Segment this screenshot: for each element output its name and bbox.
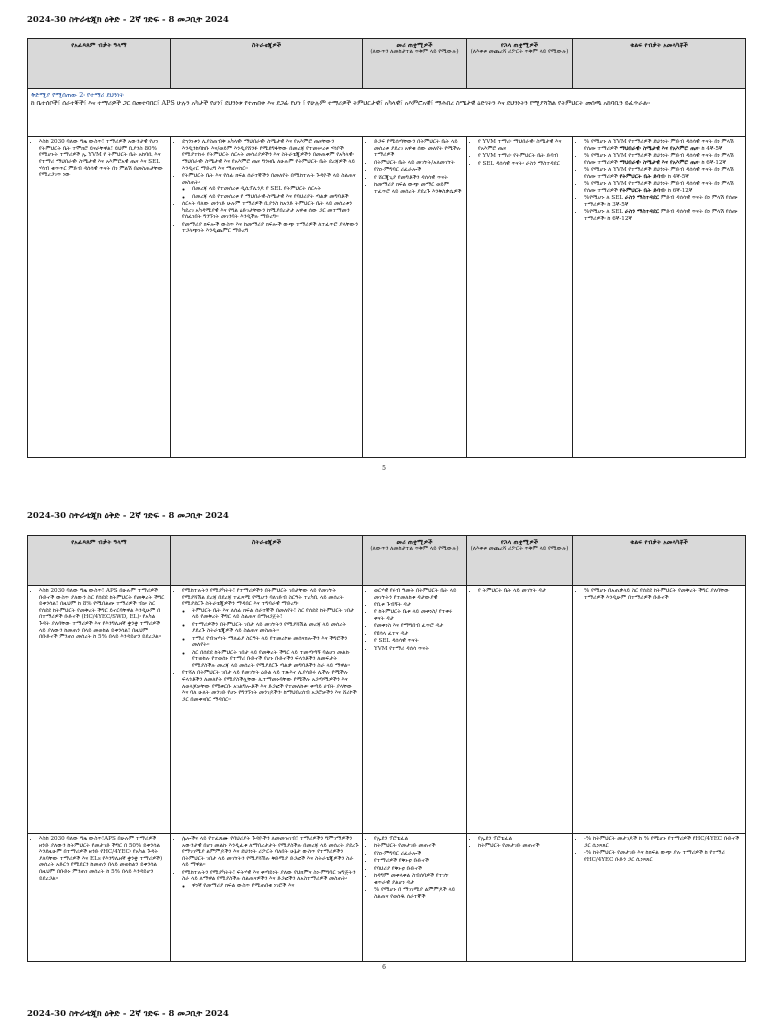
strategies-cell	[171, 586, 363, 834]
col-kpi-header: ቁልፍ የብቃት አመላካቾች	[573, 39, 746, 89]
kpi-item: • %የሚሆኑ ለ SEL ራስን ማስተዳደር ምድብ ዳሰሳዊ ጥናት በነ ምላሽ የሰጡ ተማሪዎች፡ ከ 6ኛ-12ኛ	[584, 209, 742, 222]
page-header: 2024-30 ስትራቴጂክ ዕቅድ - 2ኛ ገድፍ - 8 መጋቢት 2024	[27, 1009, 229, 1019]
lagging-item: • የ ትምህርት ቤት ላይ መገኘት ዳታ	[478, 588, 569, 595]
strategy-item: • ሌሎችና ላይ የተፈጸሙ የባህሪያት ጉዳዮችን ለመመዝገብ፣ ተማሪዎችን ግምገማዎችን አውንታዊ በሆነ መልኩ እንዲፈቱ ለማበረታታት የሚያስችሉ በመረጃ ላይ መሰረት ያደረጉ የማገገሚያ ልምምዶችን እና ደህንነት ሪፖርት ባለበት ሁኔታ ውስጥ የተማሪዎችን በትምህርት ገበታ ላይ መገኘትን የሚያሻሽሉ ቅድሚያ ድጋፎች እና ስትራቴጂዎችን ስራ ላይ ማዋል።	[182, 836, 359, 869]
strategy-item: • የመማሪያ ክፍሎች ውስጥ እና ከመማሪያ ክፍሎች ውጭ ተማሪዎች ለተፈጥሮ ያላቸውን ተጋላጭነት እንዲጨምር ማድረግ	[182, 222, 359, 235]
priority-text: ከ ቤተሰቦች፣ ሰራተኞች፣ እና ተማሪዎች ጋር በመተባበር፣ APS ሁሉን አካታች የሆነ፣ ደህንነቱ የተጠበቀ እና ደጋፊ የሆነ ፣ የሁሉም ተማሪዎች ትምህርታዊ፣ አካላዊ፣ አእምሮአዊ፣ ማሕበረ ስሜታዊ ዕድገትን እና ደህንነትን የሚያሻሽል የትምህርት መሰጫ አከባቢን ይፈጥራል።	[31, 99, 651, 108]
leading-item: • ከመማሪያ ክፍል ውጭ መማር ወይም ተፈጥሮ ላይ መሰረት ያደረጉ እንቅስቃሴዎች	[374, 182, 463, 195]
strategy-subitem: ◦ ትምህርት ቤት እና ለሰፊ ክፍል ሰራተኞች በመለየት፣ ስር የሰደደ ከትምህርት ገበታ ላይ የመቅረት ችግር ላይ ስልጠና በማዘጋጀት፣	[192, 608, 359, 621]
strategy-subitem: ◦ ተማሪ የብዝሃነት ማለፊያ ስርዓት ላይ የተመረኮዙ መሰናክሎችን እና ችግሮችን መለየት።	[192, 636, 359, 649]
priority-banner	[28, 89, 746, 137]
leading-indicators-cell	[363, 834, 467, 962]
kpi-item: • % የሚሆኑ ለ YVM የተማሪዎች ደህንነት ምድብ ዳሰሳዊ ጥናት በነ ምላሽ የሰጡ ተማሪዎች የትምህርት ቤት ድባብ፡ ከ 4ኛ-5ኛ	[584, 167, 742, 180]
col-lagging-header: የኋላ ጠቋሚዎች (ለእቀቱ መጨረሻ ሪፖርት ጥቅም ላይ የሚውሉ)	[467, 39, 573, 89]
goal-text: • እስከ 2030 ባለው ግዜ ውስጥ፣ APS በሁሉም ተማሪዎች ቡድኖች ውስጥ ያለውን ስር የሰደደ ከትምህርት የመቅረት ችግር ይቀንሳል፣ በዚህም ከ 8% የሚበልጡ ተማሪዎች ብቻ ስር የሰደደ ከትምህርት የመቅረት ችግር ይኖርባቸዋል እንዲሁም በ በተማሪዎች ቡድኖች (HC/4YEC/SWD, EL)፡ የአካል ጉዳት ያለባቸው ተማሪዎች እና የእንግሊዘኛ ቋንቋ ተማሪዎች ላይ ያለውን ከመጠን በላይ መወከል ይቀንሳል፣ በዚህም በቡድኖች ምንጠነ መሰረት ከ 5% በላይ እንዳይሆን ይደረጋል።	[39, 588, 167, 641]
col-goal-header: የአፈጻጸም ብቃት ዓላማ	[28, 536, 171, 586]
kpi-item: • -% ከትምህርት የመታገድ እና ከክፍል ውጭ ያሉ ተማሪዎች ከ የተማሪ የHC/4YEC ቡድን ጋር ሲነጻጸር	[584, 850, 742, 863]
col-lagging-header: የኋላ ጠቋሚዎች (ለእቀቱ መጨረሻ ሪፖርት ጥቅም ላይ የሚውሉ)	[467, 536, 573, 586]
leading-item: • YVM የተማሪ ዳሰሳ ጥናት	[374, 646, 463, 653]
kpi-item: • % የሚሆኑ ለ YVM የተማሪዎች ደህንነት ምድብ ዳሰሳዊ ጥናት በነ ምላሽ የሰጡ ተማሪዎች የትምህርት ቤት ድባብ፡ ከ 6ኛ-12ኛ	[584, 181, 742, 194]
lagging-item: • የ YVM ተማሪ፡ ማህበራዊ፡ ስሜታዊ እና የአእምሮ ጤና	[478, 139, 569, 152]
strategies-cell	[171, 834, 363, 962]
lagging-indicators-cell	[467, 586, 573, 834]
kpi-item: • % የሚሆኑ ለ YVM የተማሪዎች ደህንነት ምድብ ዳሰሳዊ ጥናት በነ ምላሽ የሰጡ ተማሪዎች ማህበራዊ፡ ስሜታዊ እና የአእምሮ ጤና፡ ከ 4ኛ-5ኛ	[584, 139, 742, 152]
table-header-row	[28, 39, 746, 89]
lagging-indicators-cell	[467, 834, 573, 962]
strategy-item: • የተሻለ በትምህርት ገበታ ላይ የመገኘት ዕድል ላይ ተጽእኖ ሊያሳድሩ ሊችሉ የሚችሉ ፍላጎቶችን ለመለየት የሚያስችሏቸው ሊተማመኑባቸው የሚችሉ አጋጣሚዎችን እና ለወላጆቻቸው የሚቀርቡ አገልግሎቶች እና ድጋፎች የተመለከቱ፡ ቀጣይ ሀብት ያላቸው እና ባለ ሁለት መንገድ የሆኑ የግንኙነት መንገዶችን፡ ከማህበረሰብ አጋሮቻችን እና ሸሪኮች ጋር በመቀናበር ማዳበር።	[182, 670, 359, 703]
kpi-item: • -% ከትምህርት መታገዶች ከ % የሚሆኑ የተማሪዎች የHC/4YEC ቡድኖች ጋር ሲነጻጸር	[584, 836, 742, 849]
leading-indicators-cell	[363, 137, 467, 458]
kpi-cell	[573, 137, 746, 458]
kpi-item: • %የሚሆኑ ለ SEL ራስን ማስተዳደር ምድብ ዳሰሳዊ ጥናት በነ ምላሽ የሰጡ ተማሪዎች፡ ከ 3ኛ-5ኛ	[584, 195, 742, 208]
leading-item: • ከዳግም መቀላቀል ስብሰባዎች የተገኘ ቁጥራዊ ያልሆነ ዳታ	[374, 873, 463, 886]
col-strategies-header: ስትራቴጂዎች	[171, 536, 363, 586]
leading-item: • የቢቱ ጉብኝት ዳታ	[374, 602, 463, 609]
leading-item: • % የሚሆኑ በ ማገገሚያ ልምምዶች ላይ ስልጠና የወሰዱ ሰራተኞች	[374, 887, 463, 900]
leading-item: • የ ከትምህርት ቤቱ ላይ መቀነስ/ የተቀሩ ቀናት ዳታ	[374, 609, 463, 622]
leading-item: • የመቀነስ እና የማግበብ ፈጥሮ ዳታ	[374, 623, 463, 630]
strategy-subitem: ◦ ስር በሰደደ ከትምህርት ገበታ ላይ የመቅረት ችግር ላይ ተመጣጣኝ ባልሆነ መልኩ የተወከሉ የተወሰኑ የተማሪ ቡድኖች የሆኑ ቡድኖችን ፍላጎቶችን ለመፍታት የሚያስችሉ መረጃ ላይ መሰረት የሚያደርጉ ጣልቃ መግባቶችን ስራ ላይ ማዋል።	[192, 650, 359, 670]
strategy-subitem: ◦ ዋነኛ የመማሪያ ክፍል ውስጥ የሚጠበቁ ነገሮች እና	[192, 883, 359, 890]
leading-item: • የስነ-ምግባር ሪፈራሎች	[374, 167, 463, 174]
goal-text: • እስከ 2030 ባለው ግዜ ውስጥ፣APS በሁሉም ተማሪዎች ዘንድ ያለውን ከትምህርት የመታገድ ችግር በ 50% ይቀንሳል እንደዚሁም በተማሪዎች ዘንድ የHC/4YEC፡ የአካል ጉዳት ያለባቸው ተማሪዎች እና ELs የእንግሊዘኛ ቋንቋ ተማሪዎች) መሰረት አድርጎ የሚደርን ከመጠን በላይ መወከልን ይቀንሳል በዚህም በቡድኑ ምንጠነ መሰረት ከ 5% በላይ እንዳይሆን ይደረጋል።	[39, 836, 167, 882]
kpi-cell	[573, 834, 746, 962]
priority-title: ቅድሚያ የሚሰጠው 2፡ የተማሪ ደህንነት	[31, 91, 124, 100]
leading-item: • የ ሸርጂጊያ የመግቶችን ዳሰሳዊ ጥናት	[374, 175, 463, 182]
leading-indicators-cell	[363, 586, 467, 834]
goal-cell	[28, 834, 171, 962]
goal-cell	[28, 137, 171, 458]
col-kpi-header: ቁልፍ የብቃት አመላካቾች	[573, 536, 746, 586]
col-leading-header: መሪ ጠቋሚዎች (ለውጥን ለመከታተል ጥቅም ላይ የሚውሉ)	[363, 39, 467, 89]
lagging-item: • የ YVM ተማሪ፡ የትምህርት ቤት ድባብ	[478, 153, 569, 160]
strategy-item: • የሚከተሉትን የሚያካትት፣ የተማሪዎችን በትምህርት ገበታቸው ላይ የመገኘት የሚያሻሽል ደረጃ በደረጃ ተፈጻሚ የሚሆን ባለገድብ ስርዓት ተረካቢ ላይ መሰረት የሚያደርጉ ስትራቴጂዎችን ማዳበር እና ተግባራዊ ማድረግ፡ ◦ ትምህርት ቤት እና ለሰፊ ክፍል ሰራተኞች በመለየት፣ ስር የሰደደ ከትምህርት ገበታ ላይ የመቅረት ችግር ላይ ስልጠና በማዘጋጀት፣ ◦ የተማሪዎችን በትምህርት ገበታ ላይ መገኘትን የሚያሻሽል መረጃ ላይ መሰረት ያደረጉ ስትራቴጂዎች ላይ ስልጠና መስጠት። ◦ ተማሪ የብዝሃነት ማለፊያ ስርዓት ላይ የተመረኮዙ መሰናክሎችን እና ችግሮችን መለየት። ◦ ስር በሰደደ ከትምህርት ገበታ ላይ የመቅረት ችግር ላይ ተመጣጣኝ ባልሆነ መልኩ የተወከሉ የተወሰኑ የተማሪ ቡድኖች የሆኑ ቡድኖችን ፍላጎቶችን ለመፍታት የሚያስችሉ መረጃ ላይ መሰረት የሚያደርጉ ጣልቃ መግባቶችን ስራ ላይ ማዋል።	[182, 588, 359, 670]
strategy-subitem: ◦ የተማሪዎችን በትምህርት ገበታ ላይ መገኘትን የሚያሻሽል መረጃ ላይ መሰረት ያደረጉ ስትራቴጂዎች ላይ ስልጠና መስጠት።	[192, 622, 359, 635]
strategy-item: • የሚከተሉትን የሚያካትት፣ ፍትሃዊ እና ቀጣይነት ያለው የህክምና ስነ-ምግባር ዝግጅትን ስራ ላይ ለማዋል የሚያስችሉ ሰልጠናዎችን እና ድጋፎችን ለአስተማሪዎች መስጠት፡ ◦ ዋነኛ የመማሪያ ክፍል ውስጥ የሚጠበቁ ነገሮች እና	[182, 870, 359, 890]
strategies-cell	[171, 137, 363, 458]
table-header-row	[28, 536, 746, 586]
leading-item: • የተማሪዎች የቅኑቲ ቡድኖች	[374, 858, 463, 865]
strategic-plan-table-1	[27, 38, 746, 458]
leading-item: • በትምህርት ቤት ላይ መገኘት/አለመገኘት	[374, 160, 463, 167]
leading-item: • ድጋፍ የሚሰጣቸውን በትምህርት ቤት ላይ መሰረቱ ያደረገ አዋቂ ሰው መለየት የሚችሉ ተማሪዎች	[374, 139, 463, 159]
kpi-item: • % የሚሆኑ ለ YVM የተማሪዎች ደህንነት ምድብ ዳሰሳዊ ጥናት በነ ምላሽ የሰጡ ተማሪዎች ማህበራዊ፡ ስሜታዊ እና የአእምሮ ጤና፡ ከ 6ኛ-12ኛ	[584, 153, 742, 166]
strategy-item: • የትምህርት ቤት እና የሰፊ ክፍል ሰራተኞችን በመለየት በሚከተሉት ጉዳዮች ላይ ስልጠና መስጠት፡ ◦ በመረጃ ላይ የተመሰረቱ ዲሲፕሊንዶ የ SEL የትምህርት ሰርኣት ◦ በመረጃ ላይ የተመሰረቱ የ ማህበራዊ-ስሜታዊ እና የባህሪያት ጣልቃ መግባቶች	[182, 173, 359, 200]
leading-item: • የዩሳላ ፈተና ዳታ	[374, 631, 463, 638]
table-row	[28, 586, 746, 834]
col-goal-header: የአፈጻጸም ብቃት ዓላማ	[28, 39, 171, 89]
lagging-item: • የ SEL ዳሰሳዊ ጥናት፡ ራስን ማስተዳደር	[478, 161, 569, 168]
leading-item: • የስነ-ምግባር ሪፈራሎች	[374, 851, 463, 858]
leading-item: • ከትምህርት የመታገድ መጠኖች	[374, 843, 463, 850]
leading-item: • የኢደን ፕሮቴፈል	[374, 836, 463, 843]
leading-item: • የባህሪያ የቅኑቲ ቡድኖች	[374, 866, 463, 873]
leading-item: • የ SEL ዳሰሳዊ ጥናት	[374, 638, 463, 645]
kpi-item: • % የሚሆኑ በአጠቃላይ ስር የሰደደ ከትምህርት የመቅረት ችግር ያለባቸው ተማሪዎች እንዲሁም በተማሪዎች ቡድኖች	[584, 588, 742, 601]
strategy-item: • ሰርኣት ባለው መንገድ ሁሉም ተማሪዎች ቢያንስ ከአንድ ትምህርት ቤት ላይ መሰረቱን ካደረገ አካዳሚያዊ እና የግል ዕድገታቸውን ከሚያበረታታ አዋቂ ሰው ጋር መተማመን የሰፈነበት ግንኙነት መገንባት እንዲችሉ ማድረግ።	[182, 201, 359, 221]
lagging-item: • የኢደን ፕሮቴፈል	[478, 836, 569, 843]
goal-cell	[28, 586, 171, 834]
col-leading-header: መሪ ጠቋሚዎች (ለውጥን ለመከታተል ጥቅም ላይ የሚውሉ)	[363, 536, 467, 586]
page-number: 6	[382, 964, 386, 971]
page-header: 2024-30 ስትራቴጂክ ዕቅድ - 2ኛ ገድፍ - 8 መጋቢት 2024	[27, 15, 229, 25]
leading-item: • ወርሃዊ የሩብ ዓመት በትምህርት ቤት ላይ መገኘትን የተመለከቱ ዳታውያዊ	[374, 588, 463, 601]
page-number: 5	[382, 465, 386, 472]
lagging-indicators-cell	[467, 137, 573, 458]
kpi-cell	[573, 586, 746, 834]
table-row	[28, 834, 746, 962]
page-header: 2024-30 ስትራቴጂክ ዕቅድ - 2ኛ ገድፍ - 8 መጋቢት 2024	[27, 511, 229, 521]
goal-text: • እስከ 2030 ባለው ግዜ ውስጥ፣ ተማሪዎች አውንታዊ የሆነ የትምህርት ቤት ተሞክሮ ይናራቸዋል፣ ይህም ቢያንስ 80% የሚሆኑት ተማሪዎች ኢ YVM የ ትምህርት ቤት አከባቢ እና የተማሪ ማህበራዊ፡ ስሜታዊ እና አእምሮአዊ ጤና እና SEL ሃሳብ ቁጥጥር ምድብ ዳሰሳዊ ጥናት በነ ምልሽ በመስጠታቸው የሚረጋገጥ ነው	[39, 139, 167, 179]
strategy-item: • ደኅንነቱን ሊያስጠብቅ አካላዊ፡ ማህበራዊ፡ ስሜታዊ እና የአእምሮ ጤናቸውን እንዲንከባከቡ እና/ወይም እንዲያሸንፉ የሚደግፋቸው በመረጃ የተመሠረቱ ሃሳቦች የሚያተኩሩ የትምህርት ሰርኣት መሳሪያዎችን እና ስትራቴጂዎችን በመጠቀም የአካላዊ፡ ማህበራዊ፡ ስሜታዊ እና የአእምሮ ጤና ግንዛቤ ለሁሉም የትምህርት ቤት ደረጃዎች ላይ እንዲኖር ማድረግ እና ማጠናከር።	[182, 139, 359, 172]
strategy-subitem: ◦ በመረጃ ላይ የተመሰረቱ ዲሲፕሊንዶ የ SEL የትምህርት ሰርኣት	[192, 186, 359, 193]
col-strategies-header: ስትራቴጂዎች	[171, 39, 363, 89]
lagging-item: • ከትምህርት የመታገድ መጠኖች	[478, 843, 569, 850]
strategic-plan-table-2	[27, 535, 746, 962]
strategy-subitem: ◦ በመረጃ ላይ የተመሰረቱ የ ማህበራዊ-ስሜታዊ እና የባህሪያት ጣልቃ መግባቶች	[192, 194, 359, 201]
